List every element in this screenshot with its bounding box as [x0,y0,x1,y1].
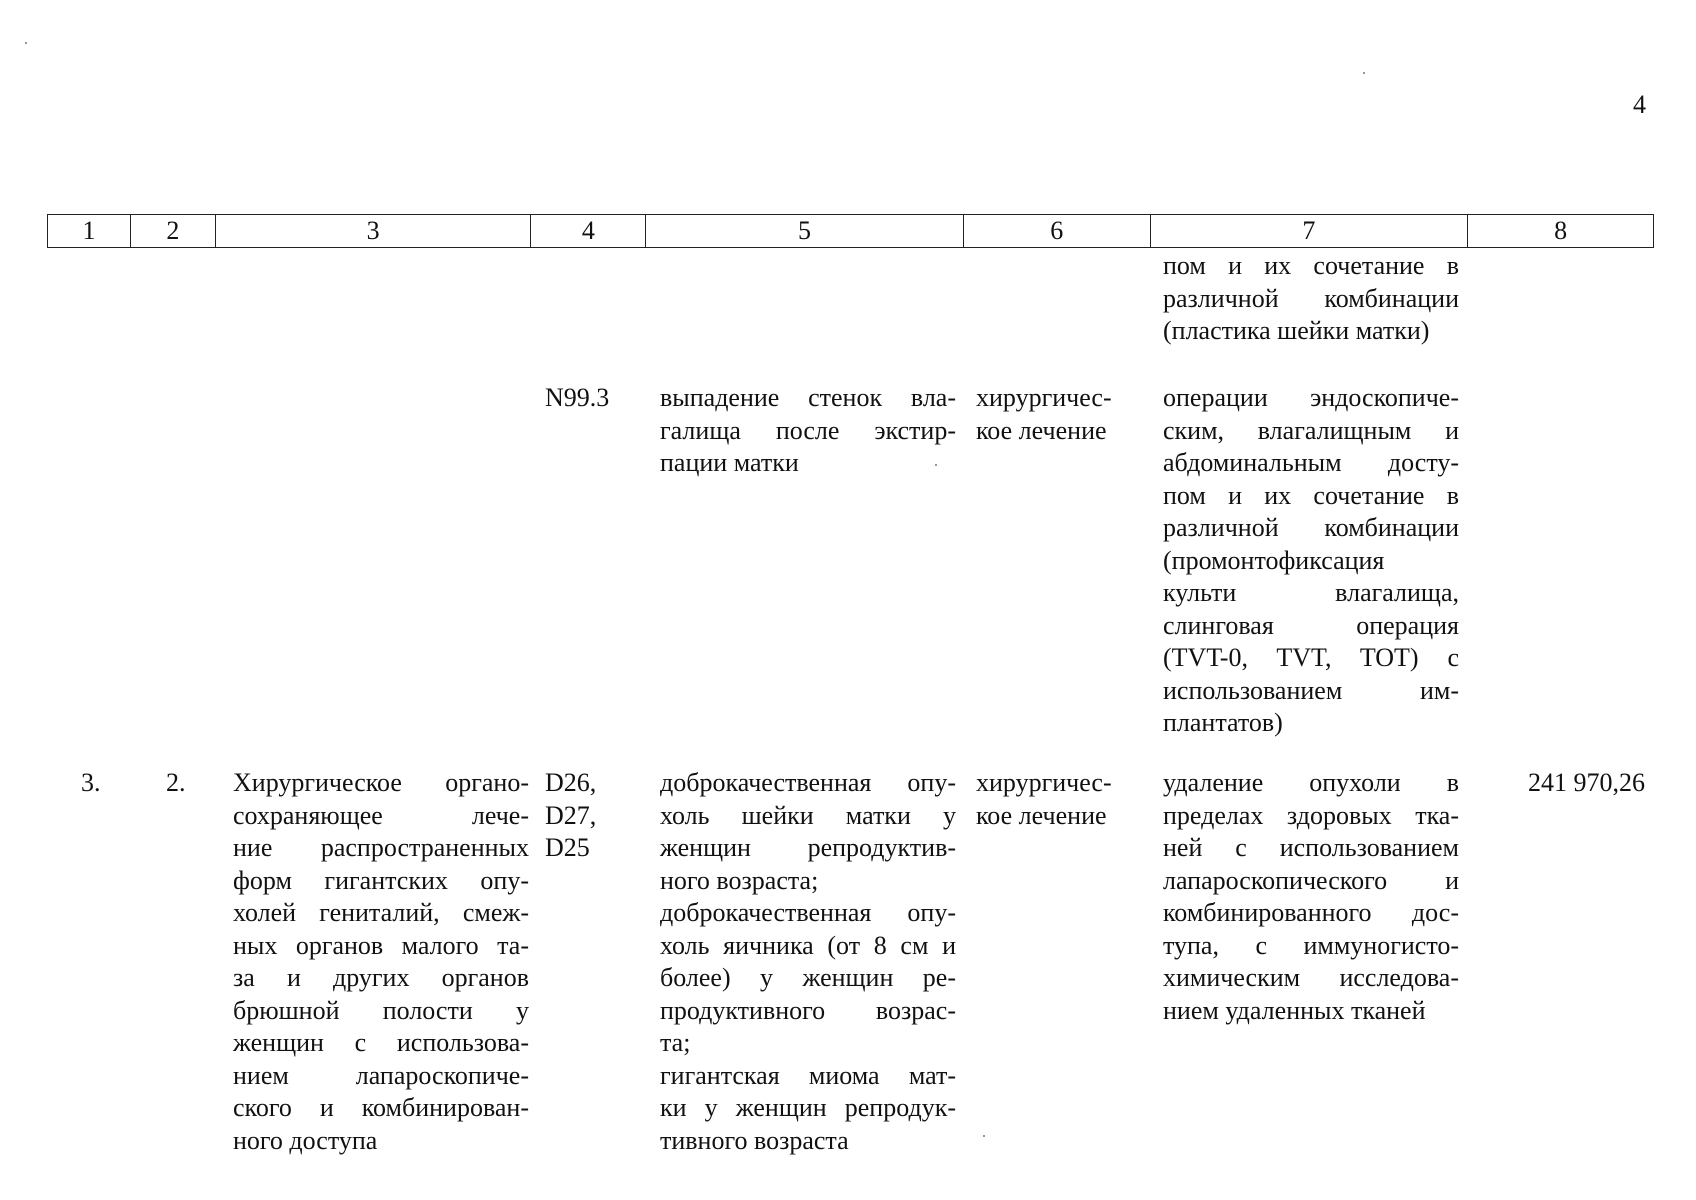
text-line: кое лечение [976,800,1107,830]
row-number-cell [81,767,101,800]
table-header-row [47,214,1654,248]
text-line: та; [660,1028,691,1057]
treatment-method-cell [1163,767,1459,1027]
text-line: комбинированного дос- [1163,898,1459,927]
text-line: женщин репродуктив- [660,833,956,862]
text-line: сохраняющее лече- [233,800,529,830]
text-line: 3. [81,768,101,797]
text-line: операции эндоскопиче- [1163,383,1459,412]
text-line: химическим исследова- [1163,963,1459,992]
cost-cell [1528,767,1645,800]
text-line: различной комбинации [1163,513,1459,542]
group-number-cell [166,767,186,800]
text-line: D25 [545,833,590,862]
text-line: хирургичес- [976,768,1112,797]
treatment-type-cell [976,382,1132,447]
text-line: слинговая операция [1163,610,1459,640]
scan-speck [983,1135,985,1137]
header-col-5: 5 [646,215,964,247]
icd-code-cell [545,382,615,415]
care-type-name-cell [233,767,529,1157]
text-line: хирургичес- [976,383,1112,412]
text-line: плантатов) [1163,708,1283,737]
text-line: ного доступа [233,1125,378,1155]
header-col-6: 6 [964,215,1151,247]
text-line: (промонтофиксация [1163,545,1385,575]
scan-speck [25,42,27,44]
text-line: пределах здоровых тка- [1163,800,1459,830]
text-line: ским, влагалищным и [1163,415,1459,445]
header-col-8: 8 [1554,216,1568,245]
text-line: ского и комбинирован- [233,1093,529,1122]
text-line: (TVT-0, TVT, TOT) с [1163,643,1459,672]
text-line: выпадение стенок вла- [660,383,956,412]
text-line: культи влагалища, [1163,578,1459,607]
header-col-7: 7 [1151,215,1469,247]
text-line: различной комбинации [1163,283,1459,313]
page-number: 4 [1633,90,1646,119]
treatment-type-cell [976,767,1132,832]
text-line: лапароскопического и [1163,865,1459,895]
header-col-3: 3 [216,215,532,247]
text-line: кое лечение [976,415,1107,445]
text-line: нием удаленных тканей [1163,995,1426,1025]
diagnosis-cell [660,767,956,1157]
text-line: использованием им- [1163,675,1459,705]
diagnosis-cell [660,382,956,480]
icd-codes-cell [545,767,615,865]
text-line: ного возраста; [660,865,819,895]
text-line: 2. [166,768,186,797]
scan-speck [935,464,937,466]
text-line: Хирургическое органо- [233,768,529,797]
text-line: D27, [545,800,597,830]
text-line: тупа, с иммуногисто- [1163,930,1459,960]
text-line: брюшной полости у [233,995,529,1025]
text-line: D26, [545,768,597,797]
text-line: форм гигантских опу- [233,865,529,895]
text-line: ных органов малого та- [233,930,529,960]
text-line: нием лапароскопиче- [233,1060,529,1090]
text-line: ки у женщин репродук- [660,1093,956,1122]
text-line: ней с использованием [1163,833,1459,862]
treatment-method-cell [1163,382,1459,740]
header-col-4: 4 [531,215,646,247]
text-line: удаление опухоли в [1163,768,1459,797]
text-line: доброкачественная опу- [660,768,956,797]
text-line: за и других органов [233,963,529,992]
text-line: 241 970,26 [1528,768,1645,797]
continued-method-cell [1163,250,1459,348]
text-line: продуктивного возрас- [660,995,956,1025]
text-line: галища после экстир- [660,415,956,445]
text-line: тивного возраста [660,1125,849,1155]
text-line: пации матки [660,448,799,477]
text-line: пом и их сочетание в [1163,480,1459,510]
header-col-2: 2 [131,215,216,247]
text-line: гигантская миома мат- [660,1060,956,1090]
scan-speck [1363,72,1365,74]
text-line: холь шейки матки у [660,800,956,830]
text-line: холь яичника (от 8 см и [660,930,956,960]
text-line: женщин с использова- [233,1028,529,1057]
text-line: (пластика шейки матки) [1163,316,1430,345]
text-line: N99.3 [545,383,610,412]
text-line: пом и их сочетание в [1163,251,1459,280]
text-line: доброкачественная опу- [660,898,956,927]
text-line: более) у женщин ре- [660,963,956,992]
text-line: абдоминальным досту- [1163,448,1459,477]
text-line: ние распространенных [233,833,529,862]
text-line: холей гениталий, смеж- [233,898,529,927]
header-col-1: 1 [48,215,131,247]
